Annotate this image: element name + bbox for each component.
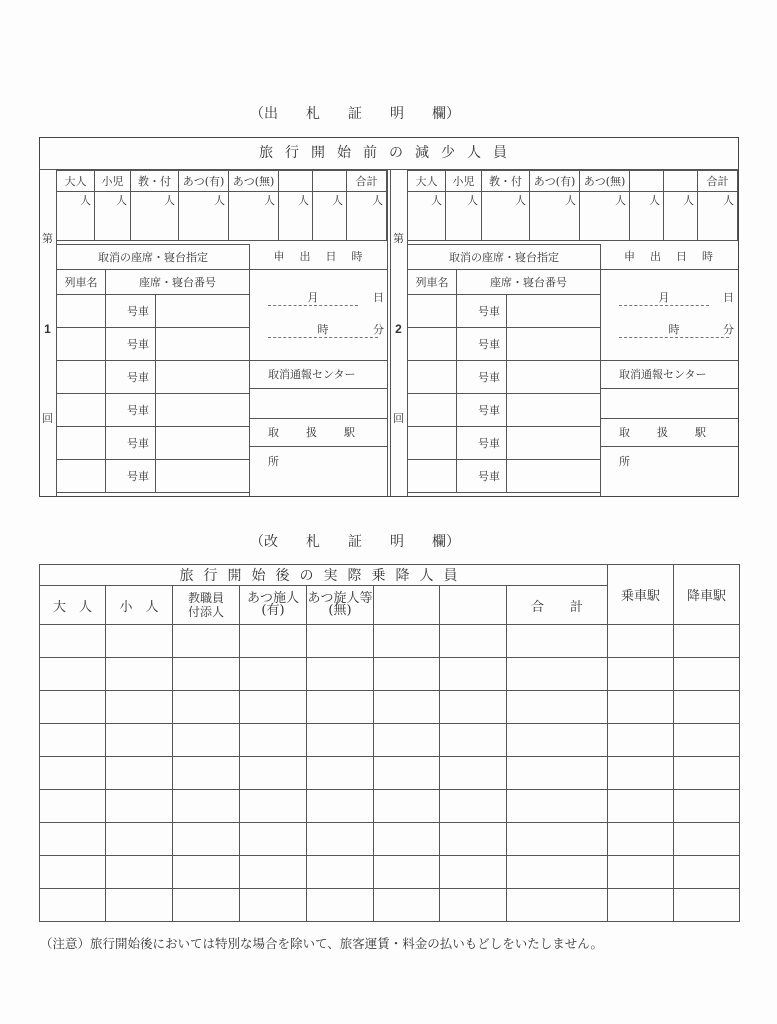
ordinal-number: 2 [395, 322, 402, 336]
data-cell[interactable] [608, 625, 674, 658]
data-cell[interactable] [608, 790, 674, 823]
data-cell[interactable] [674, 691, 740, 724]
passenger-header: 小児 [446, 171, 482, 192]
seat-number-cell[interactable] [507, 460, 601, 493]
car-number-cell[interactable] [106, 361, 156, 394]
header-atsu-yes [240, 586, 307, 625]
boarding-record-table [39, 564, 740, 922]
unit-label: 人 [298, 194, 309, 207]
header-teacher-line2: 付添人 [187, 605, 224, 619]
passenger-count-cell[interactable] [698, 192, 738, 241]
table-row [40, 658, 740, 691]
train-name-cell[interactable] [408, 361, 457, 394]
header-teacher-escort [173, 586, 240, 625]
data-cell[interactable] [173, 691, 240, 724]
unit-label: 人 [683, 194, 694, 207]
data-cell[interactable] [374, 823, 440, 856]
passenger-count-cell[interactable] [630, 192, 664, 241]
car-label: 号車 [127, 338, 149, 351]
hour-field[interactable] [268, 321, 378, 338]
seat-number-cell[interactable] [156, 361, 250, 394]
handling-station-field[interactable] [601, 447, 738, 496]
table-row [40, 625, 740, 658]
passenger-header: あつ(有) [179, 171, 229, 192]
data-cell[interactable] [608, 658, 674, 691]
data-cell[interactable] [173, 790, 240, 823]
request-datetime-field[interactable] [250, 269, 388, 361]
ordinal-prefix: 第 [42, 232, 53, 245]
data-cell[interactable] [240, 658, 307, 691]
car-label: 号車 [127, 437, 149, 450]
seat-number-cell[interactable] [156, 460, 250, 493]
unit-label: 人 [264, 194, 275, 207]
passenger-header: 大人 [408, 171, 446, 192]
unit-label: 人 [515, 194, 526, 207]
car-number-cell[interactable] [106, 295, 156, 328]
header-boarding-station: 乗車駅 [608, 565, 674, 625]
data-cell[interactable] [374, 625, 440, 658]
handling-station-label: 取 扱 駅 所 [601, 418, 738, 447]
passenger-count-cell[interactable] [279, 192, 313, 241]
car-label: 号車 [127, 371, 149, 384]
train-name-cell[interactable] [408, 328, 457, 361]
passenger-count-cell[interactable] [179, 192, 229, 241]
month-label: 月 [658, 291, 670, 304]
hour-label: 時 [317, 323, 329, 336]
data-cell[interactable] [374, 658, 440, 691]
upper-section-title: （出 札 証 明 欄） [250, 106, 460, 122]
car-number-cell[interactable] [457, 394, 507, 427]
data-cell[interactable] [173, 658, 240, 691]
table-row [40, 889, 740, 922]
data-cell[interactable] [40, 889, 106, 922]
unit-label: 人 [164, 194, 175, 207]
data-cell[interactable] [106, 757, 173, 790]
data-cell[interactable] [674, 658, 740, 691]
handling-station-label: 取 扱 駅 所 [250, 418, 388, 447]
data-cell[interactable] [106, 790, 173, 823]
table-row [40, 691, 740, 724]
data-cell[interactable] [106, 889, 173, 922]
data-cell[interactable] [440, 790, 507, 823]
unit-label: 人 [565, 194, 576, 207]
seat-number-cell[interactable] [156, 394, 250, 427]
data-cell[interactable] [440, 889, 507, 922]
data-cell[interactable] [307, 724, 374, 757]
data-cell[interactable] [440, 823, 507, 856]
data-cell[interactable] [608, 757, 674, 790]
ordinal-number: 1 [44, 322, 51, 336]
data-cell[interactable] [173, 724, 240, 757]
table-row [40, 757, 740, 790]
upper-table-title: 旅行開始前の減少人員 [39, 137, 739, 170]
passenger-header: 教・付 [131, 171, 179, 192]
data-cell[interactable] [507, 724, 608, 757]
train-name-cell[interactable] [57, 427, 106, 460]
seat-number-cell[interactable] [507, 295, 601, 328]
header-blank-1 [374, 586, 440, 625]
train-name-cell[interactable] [408, 427, 457, 460]
data-cell[interactable] [40, 790, 106, 823]
passenger-count-cell[interactable] [57, 192, 95, 241]
data-cell[interactable] [106, 625, 173, 658]
data-cell[interactable] [374, 790, 440, 823]
car-label: 号車 [478, 371, 500, 384]
car-label: 号車 [478, 404, 500, 417]
data-cell[interactable] [674, 625, 740, 658]
passenger-count-cell[interactable] [95, 192, 131, 241]
data-cell[interactable] [173, 757, 240, 790]
car-label: 号車 [127, 404, 149, 417]
train-name-label: 列車名 [408, 270, 457, 295]
data-cell[interactable] [40, 856, 106, 889]
car-number-cell[interactable] [457, 460, 507, 493]
data-cell[interactable] [674, 757, 740, 790]
request-info-column [249, 244, 388, 496]
data-cell[interactable] [374, 724, 440, 757]
data-cell[interactable] [106, 823, 173, 856]
car-number-cell[interactable] [457, 361, 507, 394]
data-cell[interactable] [240, 625, 307, 658]
table-row [40, 856, 740, 889]
data-cell[interactable] [173, 823, 240, 856]
data-cell[interactable] [307, 658, 374, 691]
data-cell[interactable] [608, 856, 674, 889]
passenger-header: あつ(無) [580, 171, 630, 192]
data-cell[interactable] [173, 889, 240, 922]
data-cell[interactable] [106, 856, 173, 889]
car-label: 号車 [478, 437, 500, 450]
car-number-cell[interactable] [457, 295, 507, 328]
data-cell[interactable] [374, 691, 440, 724]
data-cell[interactable] [507, 823, 608, 856]
train-name-cell[interactable] [57, 361, 106, 394]
data-cell[interactable] [240, 889, 307, 922]
data-cell[interactable] [507, 757, 608, 790]
unit-label: 人 [467, 194, 478, 207]
cancel-seat-label: 取消の座席・寝台指定 [408, 245, 601, 270]
data-cell[interactable] [674, 790, 740, 823]
seat-number-cell[interactable] [156, 295, 250, 328]
minute-label: 分 [723, 323, 734, 336]
data-cell[interactable] [307, 757, 374, 790]
passenger-header: 小児 [95, 171, 131, 192]
passenger-count-cell[interactable] [408, 192, 446, 241]
seat-number-cell[interactable] [507, 361, 601, 394]
data-cell[interactable] [507, 889, 608, 922]
car-number-cell[interactable] [106, 427, 156, 460]
data-cell[interactable] [173, 856, 240, 889]
data-cell[interactable] [40, 757, 106, 790]
data-cell[interactable] [440, 691, 507, 724]
header-teacher-line1: 教職員 [187, 591, 224, 605]
passenger-header [313, 171, 347, 192]
passenger-count-cell[interactable] [446, 192, 482, 241]
data-cell[interactable] [307, 856, 374, 889]
request-datetime-field[interactable] [601, 269, 738, 361]
car-label: 号車 [478, 470, 500, 483]
train-name-cell[interactable] [408, 394, 457, 427]
passenger-count-cell[interactable] [229, 192, 279, 241]
data-cell[interactable] [40, 724, 106, 757]
data-cell[interactable] [507, 856, 608, 889]
car-number-cell[interactable] [106, 460, 156, 493]
unit-label: 人 [214, 194, 225, 207]
day-label: 日 [723, 291, 734, 304]
passenger-count-cell[interactable] [530, 192, 580, 241]
header-total: 合 計 [507, 586, 608, 625]
data-cell[interactable] [307, 625, 374, 658]
car-label: 号車 [478, 305, 500, 318]
seat-number-cell[interactable] [507, 394, 601, 427]
block-separator [387, 170, 391, 496]
cancel-seat-label: 取消の座席・寝台指定 [57, 245, 250, 270]
header-alighting-station: 降車駅 [674, 565, 740, 625]
data-cell[interactable] [674, 889, 740, 922]
data-cell[interactable] [240, 823, 307, 856]
ordinal-column [390, 170, 408, 496]
passenger-header [664, 171, 698, 192]
cancel-seat-table [407, 244, 601, 493]
request-datetime-label: 申 出 日 時 [601, 244, 738, 270]
ordinal-prefix: 第 [393, 232, 404, 245]
data-cell[interactable] [440, 724, 507, 757]
passenger-header [630, 171, 664, 192]
day-label: 日 [373, 291, 384, 304]
unit-label: 人 [615, 194, 626, 207]
car-number-cell[interactable] [106, 328, 156, 361]
lower-section-title: （改 札 証 明 欄） [250, 534, 460, 550]
train-name-cell[interactable] [57, 394, 106, 427]
unit-label: 人 [431, 194, 442, 207]
cancel-center-label: 取消通報センター [250, 360, 388, 389]
data-cell[interactable] [240, 856, 307, 889]
passenger-count-cell[interactable] [482, 192, 530, 241]
request-info-column [600, 244, 738, 496]
cancel-center-label: 取消通報センター [601, 360, 738, 389]
unit-label: 人 [332, 194, 343, 207]
passenger-header: 大人 [57, 171, 95, 192]
month-field[interactable] [619, 289, 709, 306]
cancel-seat-table [56, 244, 250, 493]
train-name-cell[interactable] [57, 328, 106, 361]
data-cell[interactable] [507, 691, 608, 724]
header-atsu-no [307, 586, 374, 625]
data-cell[interactable] [40, 823, 106, 856]
passenger-header: あつ(有) [530, 171, 580, 192]
car-label: 号車 [478, 338, 500, 351]
data-cell[interactable] [608, 724, 674, 757]
data-cell[interactable] [674, 724, 740, 757]
train-name-cell[interactable] [57, 460, 106, 493]
data-cell[interactable] [106, 691, 173, 724]
month-label: 月 [307, 291, 319, 304]
data-cell[interactable] [440, 658, 507, 691]
car-number-cell[interactable] [106, 394, 156, 427]
footer-note: （注意）旅行開始後においては特別な場合を除いて、旅客運賃・料金の払いもどしをいたしません。 [40, 936, 604, 951]
data-cell[interactable] [106, 724, 173, 757]
cancel-center-field[interactable] [250, 389, 388, 419]
unit-label: 人 [723, 194, 734, 207]
data-cell[interactable] [40, 625, 106, 658]
data-cell[interactable] [440, 856, 507, 889]
unit-label: 人 [80, 194, 91, 207]
data-cell[interactable] [40, 691, 106, 724]
data-cell[interactable] [507, 658, 608, 691]
handling-station-field[interactable] [250, 447, 388, 496]
ordinal-suffix: 回 [42, 412, 53, 425]
ordinal-column [39, 170, 57, 496]
data-cell[interactable] [240, 724, 307, 757]
passenger-header: 合計 [347, 171, 387, 192]
seat-number-label: 座席・寝台番号 [457, 270, 601, 295]
hour-label: 時 [668, 323, 680, 336]
minute-label: 分 [373, 323, 384, 336]
data-cell[interactable] [307, 691, 374, 724]
data-cell[interactable] [106, 658, 173, 691]
header-atsu-yes-line1: あつ施人 [246, 591, 299, 606]
data-cell[interactable] [608, 823, 674, 856]
passenger-count-cell[interactable] [347, 192, 387, 241]
seat-number-cell[interactable] [507, 328, 601, 361]
seat-number-cell[interactable] [507, 427, 601, 460]
passenger-count-table [56, 170, 387, 241]
ordinal-suffix: 回 [393, 412, 404, 425]
lower-table-title: 旅行開始後の実際乗降人員 [40, 565, 608, 586]
passenger-header: 教・付 [482, 171, 530, 192]
car-number-cell[interactable] [457, 427, 507, 460]
passenger-header: 合計 [698, 171, 738, 192]
data-cell[interactable] [307, 823, 374, 856]
data-cell[interactable] [240, 691, 307, 724]
data-cell[interactable] [240, 790, 307, 823]
data-cell[interactable] [507, 790, 608, 823]
data-cell[interactable] [440, 625, 507, 658]
car-label: 号車 [127, 305, 149, 318]
header-atsu-no-line1: あつ旋人等 [307, 591, 373, 606]
car-number-cell[interactable] [457, 328, 507, 361]
cancel-center-field[interactable] [601, 389, 738, 419]
data-cell[interactable] [240, 757, 307, 790]
data-cell[interactable] [674, 823, 740, 856]
unit-label: 人 [372, 194, 383, 207]
data-cell[interactable] [374, 856, 440, 889]
table-row [40, 790, 740, 823]
passenger-header: あつ(無) [229, 171, 279, 192]
train-name-label: 列車名 [57, 270, 106, 295]
seat-number-cell[interactable] [156, 328, 250, 361]
header-adult: 大 人 [40, 586, 106, 625]
data-cell[interactable] [307, 889, 374, 922]
data-cell[interactable] [307, 790, 374, 823]
data-cell[interactable] [40, 658, 106, 691]
table-row [40, 724, 740, 757]
data-cell[interactable] [608, 889, 674, 922]
passenger-header [279, 171, 313, 192]
unit-label: 人 [116, 194, 127, 207]
header-atsu-no-line2: (無) [328, 603, 352, 618]
header-atsu-yes-line2: (有) [261, 603, 285, 618]
passenger-count-cell[interactable] [664, 192, 698, 241]
data-cell[interactable] [374, 889, 440, 922]
seat-number-cell[interactable] [156, 427, 250, 460]
table-row [40, 823, 740, 856]
hour-field[interactable] [619, 321, 729, 338]
month-field[interactable] [268, 289, 358, 306]
train-name-cell[interactable] [408, 460, 457, 493]
passenger-count-cell[interactable] [580, 192, 630, 241]
passenger-count-table [407, 170, 738, 241]
header-child: 小 人 [106, 586, 173, 625]
data-cell[interactable] [507, 625, 608, 658]
seat-number-label: 座席・寝台番号 [106, 270, 250, 295]
passenger-count-cell[interactable] [313, 192, 347, 241]
train-name-cell[interactable] [57, 295, 106, 328]
header-blank-2 [440, 586, 507, 625]
request-datetime-label: 申 出 日 時 [250, 244, 388, 270]
passenger-count-cell[interactable] [131, 192, 179, 241]
unit-label: 人 [649, 194, 660, 207]
data-cell[interactable] [608, 691, 674, 724]
train-name-cell[interactable] [408, 295, 457, 328]
data-cell[interactable] [374, 757, 440, 790]
data-cell[interactable] [173, 625, 240, 658]
car-label: 号車 [127, 470, 149, 483]
data-cell[interactable] [440, 757, 507, 790]
data-cell[interactable] [674, 856, 740, 889]
